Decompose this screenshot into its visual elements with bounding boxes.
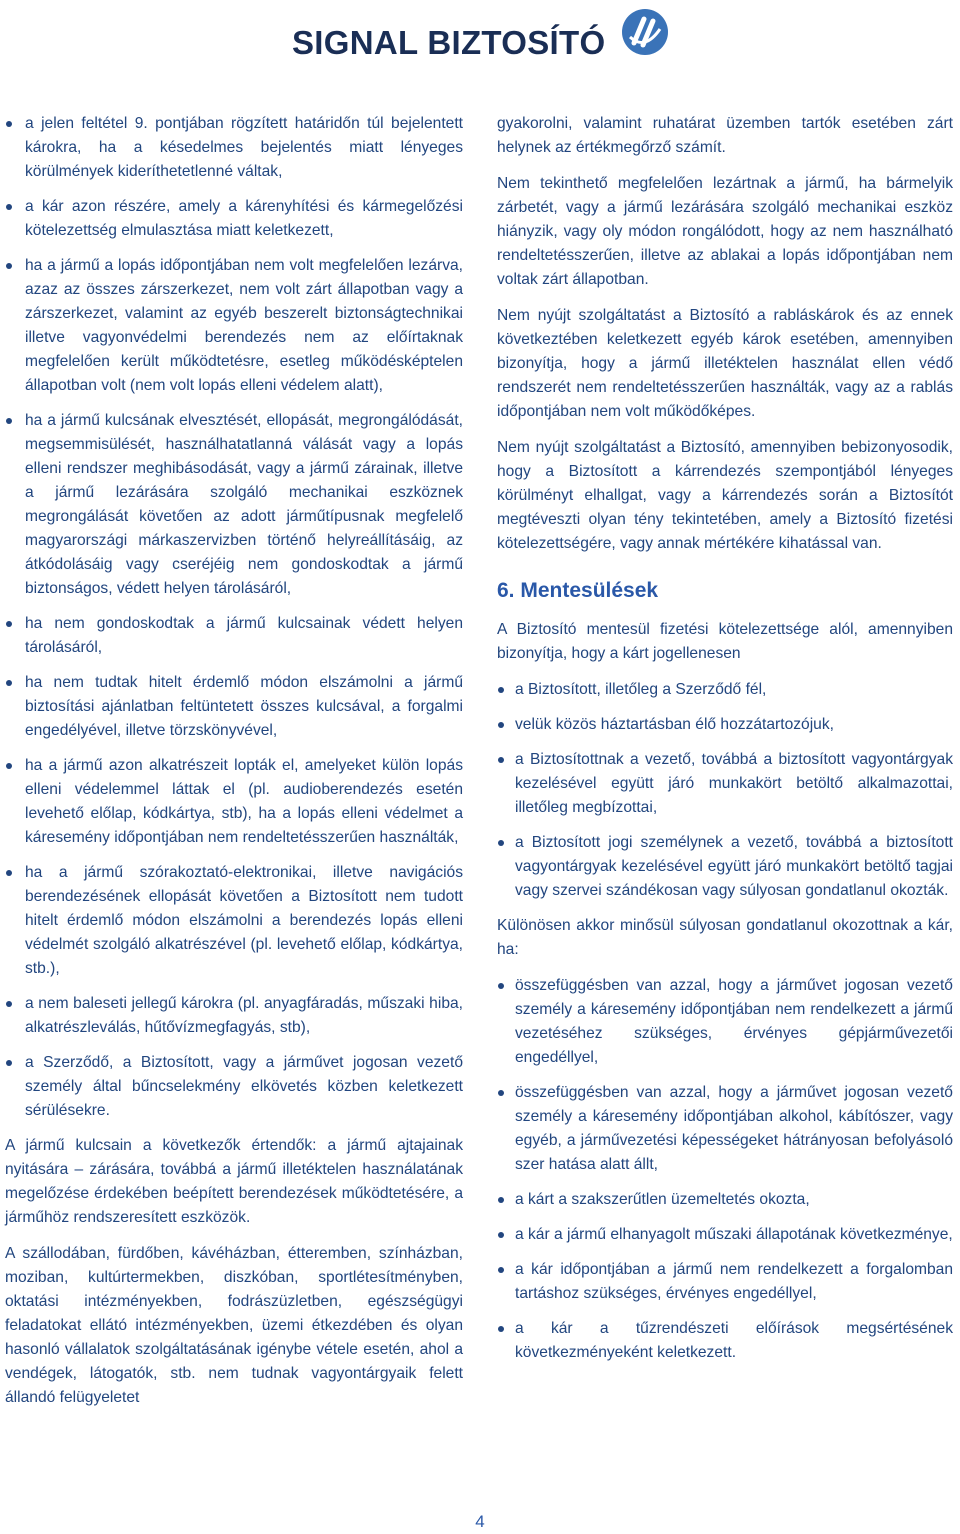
list-item: ha a jármű a lopás időpontjában nem volt megfelelően lezárva, azaz az összes zárszerkezet, nem volt zárt állapotban vagy a zárszerkezet, valamint az egyéb beszerelt biztonságtechnikai illetve vagyonvédelmi berendezés nem az előírtaknak megfelelően került működtetésre, esetleg működésképtelen állapotban volt (nem volt lopás elleni védelem alatt), [5, 254, 463, 398]
bullet-icon [6, 1001, 12, 1007]
exclusions-list [5, 112, 463, 1123]
bullet-icon [498, 840, 504, 846]
bullet-icon [498, 1232, 504, 1238]
brand-name: SIGNAL BIZTOSÍTÓ [292, 24, 606, 61]
paragraph: A szállodában, fürdőben, kávéházban, étteremben, színházban, moziban, kultúrtermekben, diszkóban, sportlétesítményben, oktatási intézményekben, fodrászüzletben, egészségügyi feladatokat ellátó intézményekben, üzemi étkezdében és olyan hasonló vállalatok szolgáltatásának igénybe vétele esetén, ahol a vendégek, látogatók, stb. nem tudnak vagyontárgyaik felett állandó felügyeletet [5, 1245, 463, 1406]
bullet-icon [498, 1197, 504, 1203]
list-item: ha a jármű kulcsának elvesztését, ellopását, megrongálódását, megsemmisülését, használhatatlanná válását vagy a lopás elleni rendszer meghibásodását, vagy a jármű zárainak, illetve a jármű lezárására szolgáló mechanikai eszköznek megrongálását követően az adott járműtípusnak megfelelő magyarországi márkaszervizben történő helyreállításáig, az átkódolásáig vagy cseréjéig nem gondoskodtak a jármű biztonságos, védett helyen tárolásáról, [5, 409, 463, 601]
list-item: a Szerződő, a Biztosított, vagy a járművet jogosan vezető személy által bűncselekmény elkövetés közben keletkezett sérülésekre. [5, 1051, 463, 1123]
list-item: összefüggésben van azzal, hogy a járművet jogosan vezető személy a káresemény időpontjában alkohol, kábítószer, vagy egyéb, a járművezetési képességeket hátrányosan befolyásoló szer hatása alatt állt, [497, 1081, 953, 1177]
bullet-icon [498, 1267, 504, 1273]
list-item: ha a jármű szórakoztató-elektronikai, illetve navigációs berendezésének ellopását követően a Biztosított nem tudott hitelt érdemlő módon elszámolni a berendezés lopás elleni védelmét szolgáló alkatrészével (pl. levehető előlap, kódkártya, stb.), [5, 861, 463, 981]
list-item: velük közös háztartásban élő hozzátartozójuk, [497, 713, 953, 737]
section-intro: A Biztosító mentesül fizetési kötelezettsége alól, amennyiben bizonyítja, hogy a kárt jogellenesen [497, 621, 953, 662]
list-item: a kár időpontjában a jármű nem rendelkezett a forgalomban tartáshoz szükséges, érvényes engedéllyel, [497, 1258, 953, 1306]
section-title: 6. Mentesülések [497, 579, 659, 602]
paragraph: Nem tekinthető megfelelően lezártnak a jármű, ha bármelyik zárbetét, vagy a jármű lezárására szolgáló mechanikai eszköz hiányzik, vagy oly módon rongálódott, hogy az nem használható rendeltetésszerűen, illetve az ablakai a lopás időpontjában nem voltak zárt állapotban. [497, 175, 953, 288]
list-item: a nem baleseti jellegű károkra (pl. anyagfáradás, műszaki hiba, alkatrészleválás, hűtővízmegfagyás, stb), [5, 992, 463, 1040]
page-number: 4 [475, 1512, 485, 1531]
paragraph: gyakorolni, valamint ruhatárat üzemben tartók esetében zárt helynek az értékmegőrző számít. [497, 115, 953, 156]
paragraph: A jármű kulcsain a következők értendők: a jármű ajtajainak nyitására – zárására, továbbá a jármű illetéktelen használatának megelőzése érdekében beépített berendezések működtetésére, a járműhöz rendszeresített eszközök. [5, 1137, 463, 1226]
liable-persons-list [497, 678, 953, 903]
right-column [497, 112, 953, 1376]
list-item: a kár a jármű elhanyagolt műszaki állapotának következménye, [497, 1223, 953, 1247]
bullet-icon [6, 263, 12, 269]
bullet-icon [6, 870, 12, 876]
bullet-icon [6, 418, 12, 424]
list-item: a Biztosítottnak a vezető, továbbá a biztosított vagyontárgyak kezelésével együtt járó munkakört betöltő alkalmazottai, illetőleg megbízottai, [497, 748, 953, 820]
list-item: a kárt a szakszerűtlen üzemeltetés okozta, [497, 1188, 953, 1212]
bullet-icon [6, 680, 12, 686]
bullet-icon [498, 1326, 504, 1332]
paragraph: Különösen akkor minősül súlyosan gondatlanul okozottnak a kár, ha: [497, 917, 953, 958]
bullet-icon [498, 722, 504, 728]
list-item: a Biztosított jogi személynek a vezető, továbbá a biztosított vagyontárgyak kezelésével együtt járó munkakört betöltő tagjai vagy szervei szándékosan vagy súlyosan gondatlanul okozták. [497, 831, 953, 903]
page-header [0, 0, 960, 70]
bullet-icon [498, 1090, 504, 1096]
list-item: a Biztosított, illetőleg a Szerződő fél, [497, 678, 953, 702]
gross-negligence-list [497, 974, 953, 1365]
paragraph: Nem nyújt szolgáltatást a Biztosító a rabláskárok és az ennek következtében keletkezett egyéb károk esetében, amennyiben bizonyítja, hogy a jármű illetéktelen használat ellen védő rendszerét nem rendeltetésszerűen használták, vagy az a rablás időpontjában nem volt működőképes. [497, 307, 953, 420]
bullet-icon [498, 983, 504, 989]
list-item: a kár a tűzrendészeti előírások megsértésének következményeként keletkezett. [497, 1317, 953, 1365]
bullet-icon [6, 121, 12, 127]
paragraph: Nem nyújt szolgáltatást a Biztosító, amennyiben bebizonyosodik, hogy a Biztosított a kárrendezés szempontjából lényeges körülményt elhallgat, vagy a kárrendezés során a Biztosítót megtéveszti olyan tény tekintetében, amely a Biztosító fizetési kötelezettségére, vagy annak mértékére kihatással van. [497, 439, 953, 552]
list-item: összefüggésben van azzal, hogy a járművet jogosan vezető személy a káresemény időpontjában nem rendelkezett a jármű vezetéséhez szükséges, érvényes gépjárművezetői engedéllyel, [497, 974, 953, 1070]
bullet-icon [498, 687, 504, 693]
left-column [5, 112, 463, 1422]
signal-logo-icon [620, 7, 670, 57]
list-item: ha a jármű azon alkatrészeit lopták el, amelyeket külön lopás elleni védelemmel láttak el (pl. audioberendezés esetén levehető előlap, kódkártya, stb), ha a lopás elleni védelmet a káresemény időpontjában nem rendeltetésszerűen használták, [5, 754, 463, 850]
list-item: a jelen feltétel 9. pontjában rögzített határidőn túl bejelentett károkra, ha a késedelmes bejelentés miatt lényeges körülmények kideríthetetlenné váltak, [5, 112, 463, 184]
bullet-icon [6, 621, 12, 627]
list-item: a kár azon részére, amely a kárenyhítési és kármegelőzési kötelezettség elmulasztása miatt keletkezett, [5, 195, 463, 243]
bullet-icon [6, 204, 12, 210]
list-item: ha nem gondoskodtak a jármű kulcsainak védett helyen tárolásáról, [5, 612, 463, 660]
bullet-icon [6, 1060, 12, 1066]
bullet-icon [6, 763, 12, 769]
bullet-icon [498, 757, 504, 763]
list-item: ha nem tudtak hitelt érdemlő módon elszámolni a jármű biztosítási ajánlatban feltüntetett összes kulcsával, a forgalmi engedélyével, illetve törzskönyvével, [5, 671, 463, 743]
